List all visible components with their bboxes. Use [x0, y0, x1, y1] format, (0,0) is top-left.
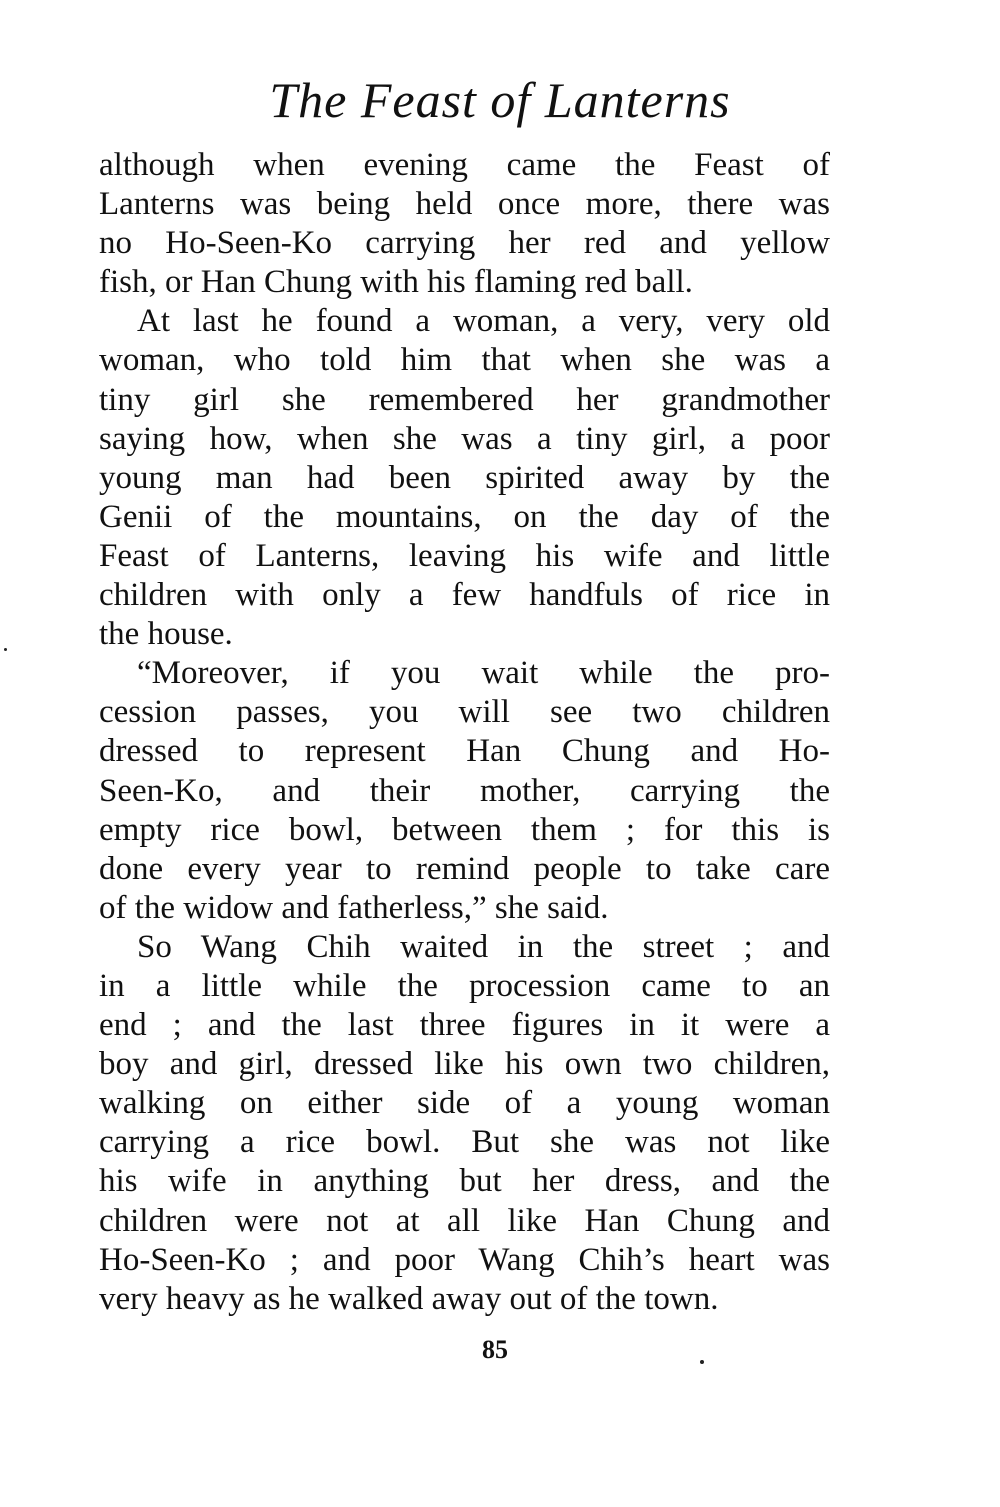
- body-text: [99, 146, 830, 1319]
- text-line: his wife in anything but her dress, and the: [99, 1163, 830, 1200]
- text-line: of the widow and fatherless,” she said.: [99, 889, 609, 926]
- margin-speck: [700, 1360, 704, 1364]
- text-line: walking on either side of a young woman: [99, 1085, 830, 1122]
- text-line: “Moreover, if you wait while the pro-: [137, 655, 830, 692]
- text-line: young man had been spirited away by the: [99, 459, 830, 496]
- text-line: empty rice bowl, between them ; for this is: [99, 811, 830, 848]
- text-line: saying how, when she was a tiny girl, a poor: [99, 420, 830, 457]
- text-line: At last he found a woman, a very, very old: [137, 303, 830, 340]
- page-number: 85: [482, 1335, 508, 1364]
- text-line: woman, who told him that when she was a: [99, 342, 830, 379]
- text-line: fish, or Han Chung with his flaming red ball.: [99, 264, 693, 301]
- text-line: tiny girl she remembered her grandmother: [99, 381, 830, 418]
- text-line: although when evening came the Feast of: [99, 147, 830, 183]
- text-line: Feast of Lanterns, leaving his wife and little: [99, 537, 830, 574]
- text-line: no Ho-Seen-Ko carrying her red and yellow: [99, 225, 830, 262]
- text-line: children were not at all like Han Chung and: [99, 1202, 830, 1239]
- text-line: Lanterns was being held once more, there was: [99, 186, 830, 223]
- text-line: very heavy as he walked away out of the town.: [99, 1280, 719, 1317]
- running-title: The Feast of Lanterns: [269, 72, 731, 128]
- text-line: boy and girl, dressed like his own two children,: [99, 1046, 830, 1083]
- text-line: So Wang Chih waited in the street ; and: [137, 928, 830, 965]
- text-line: carrying a rice bowl. But she was not like: [99, 1124, 830, 1161]
- text-line: the house.: [99, 616, 233, 653]
- text-line: done every year to remind people to take care: [99, 850, 830, 887]
- text-line: end ; and the last three figures in it were a: [99, 1007, 830, 1044]
- text-line: Seen-Ko, and their mother, carrying the: [99, 772, 830, 809]
- text-line: dressed to represent Han Chung and Ho-: [99, 733, 830, 770]
- text-line: children with only a few handfuls of rice in: [99, 577, 830, 614]
- text-line: cession passes, you will see two children: [99, 694, 830, 731]
- text-line: in a little while the procession came to an: [99, 967, 830, 1004]
- text-line: Ho-Seen-Ko ; and poor Wang Chih’s heart was: [99, 1241, 830, 1278]
- text-line: Genii of the mountains, on the day of the: [99, 498, 830, 535]
- margin-speck: [4, 648, 7, 651]
